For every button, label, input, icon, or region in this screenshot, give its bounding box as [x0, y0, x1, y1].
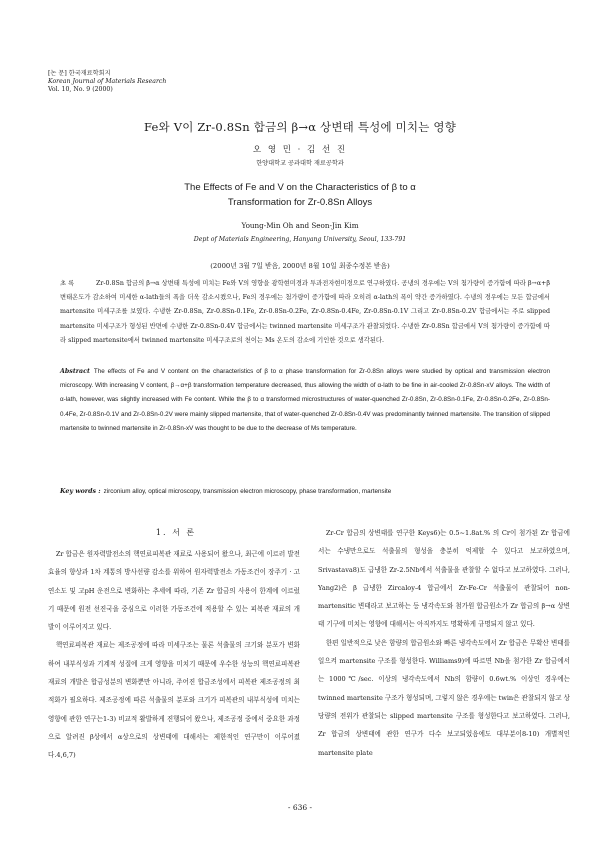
paragraph: 핵연료피복관 재료는 제조공정에 따라 미세구조는 물론 석출물의 크기와 분포가 변화하여 내부식성과 기계적 성질에 크게 영향을 미치기 때문에 우수한 성능의 핵연료피복관 재료의 개발은 합금성분의 변화뿐만 아니라, 주어진 합금조성에서 피복관 제조공정의 최적화가 필요하다. 제조공정에 따른 석출물의 분포와 크기가 피복관의 내부식성에 미치는 영향에 관한 연구는1-3) 비교적 활발하게 진행되어 왔으나, 제조공정 중에서 중요한 과정으로 알려진 β상에서 α상으로의 상변태에 대해서는 제한적인 연구만이 이루어졌다.4,6,7) [48, 641, 300, 760]
affiliation-kr: 한양대학교 공과대학 재료공학과 [256, 160, 344, 167]
authors-en: Young-Min Oh and Seon-Jin Kim [241, 221, 359, 230]
abstract-en-text: The effects of Fe and V content on the characteristics of β to α phase transformation for Zr-0.8Sn alloys were studied by optical and transmission electron microscopy. With increasing V content, β→α+β transformation temperature decreased, thus allowing the width of α-lath to be fine in air-cooled Zr-0.8Sn-xV alloys. The width of α-lath, however, was slightly increased with Fe content. While the β to α transformed microstructures of water-quenched Zr-0.8Sn, Zr-0.8Sn-0.1Fe, Zr-0.8Sn-0.2Fe, Zr-0.8Sn-0.4Fe, Zr-0.8Sn-0.1V and Zr-0.8Sn-0.2V were mainly slipped martensite, that of water-quenched Zr-0.8Sn-0.4V was predominantly twinned martensite. The transition of slipped martensite to twinned martensite in Zr-0.8Sn-xV was thought to be due to the decrease of Ms temperature. [60, 368, 550, 432]
journal-volume: Vol. 10, No. 9 (2000) [48, 86, 113, 93]
abstract-en-label: Abstract [60, 368, 90, 375]
journal-name-kr: [논 문] 한국재료학회지 [48, 70, 111, 77]
affiliation-en: Dept of Materials Engineering, Hanyang University, Seoul, 133-791 [193, 236, 407, 243]
paper-title-en-line2: Transformation for Zr-0.8Sn Alloys [227, 197, 373, 208]
journal-header [48, 70, 166, 94]
authors-kr: 오 영 민 · 김 선 진 [252, 145, 348, 155]
abstract-kr [60, 277, 550, 348]
keywords-label: Key words : [60, 488, 101, 495]
paragraph: 한편 일반적으로 낮은 함량의 합금원소와 빠른 냉각속도에서 Zr 합금은 무확산 변태를 일으켜 martensite 구조를 형성한다. Williams9)에 따르면 Nb을 첨가한 Zr 합금에서는 1000℃/sec. 이상의 냉각속도에서 Nb의 함량이 0.6wt.% 이상인 경우에는 twinned martensite 구조가 형성되며, 그렇지 않은 경우에는 twin은 관찰되지 않고 상당량의 전위가 관찰되는 slipped martensite 구조를 형성한다고 보고하였다. 그러나, Zr 합금의 상변태에 관한 연구가 다수 보고되었음에도 대부분이8-10) 개별적인 martensite plate [318, 638, 570, 757]
journal-name-en: Korean Journal of Materials Research [48, 78, 167, 85]
paragraph: Zr-Cr 합금의 상변태를 연구한 Keys6)는 0.5~1.8at.% 의 Cr이 첨가된 Zr 합금에서는 수냉만으로도 석출물의 형성을 충분히 억제할 수 있다고 보고하였으며, Srivastava8)도 급냉한 Zr-2.5Nb에서 석출물을 관찰할 수 없다고 보고하였다. 그러나, Yang2)은 β 급냉한 Zircaloy-4 합금에서 Zr-Fe-Cr 석출물이 관찰되어 non-martensitic 변태라고 보고하는 등 냉각속도와 첨가원 합금원소가 Zr 합금의 β→α 상변태 기구에 미치는 영향에 대해서는 아직까지도 명확하게 규명되지 않고 있다. [318, 529, 570, 629]
keywords-text: zirconium alloy, optical microscopy, transmission electron microscopy, phase transformation, martensite [103, 488, 392, 495]
abstract-kr-label: 초 록 [60, 280, 75, 287]
body-right-column [318, 524, 570, 762]
section-heading-introduction: 1. 서 론 [155, 528, 197, 537]
page-number: - 636 - [287, 803, 313, 812]
abstract-kr-text: Zr-0.8Sn 합금의 β→α 상변태 특성에 미치는 Fe와 V의 영향을 광학현미경과 투과전자현미경으로 연구하였다. 공냉의 경우에는 V의 첨가량이 증가함에 따라 β→α+β 변태온도가 감소하여 미세한 α-lath들의 폭을 더욱 감소시켰으나, Fe의 경우에는 첨가량이 증가함에 따라 오히려 α-lath의 폭이 약간 증가하였다. 수냉의 경우에는 모든 합금에서 martensite 미세구조를 보였다. 수냉한 Zr-0.8Sn, Zr-0.8Sn-0.1Fe, Zr-0.8Sn-0.2Fe, Zr-0.8Sn-0.4Fe, Zr-0.8Sn-0.1V 그리고 Zr-0.8Sn-0.2V 합금에서는 주로 slipped martensite 미세구조가 형성된 반면에 수냉한 Zr-0.8Sn-0.4V 합금에서는 twinned martensite 미세구조가 관찰되었다. 수냉한 Zr-0.8Sn 합금에서 V의 첨가량이 증가함에 따라 slipped martensite에서 twinned martensite 미세구조로의 천이는 Ms 온도의 감소에 기인한 것으로 생각된다. [60, 280, 550, 344]
paper-title-kr: Fe와 V이 Zr-0.8Sn 합금의 β→α 상변태 특성에 미치는 영향 [143, 120, 457, 134]
received-dates: (2000년 3월 7일 받음, 2000년 8월 10일 최종수정본 받음) [210, 262, 390, 270]
abstract-en [60, 365, 550, 436]
paper-title-en-line1: The Effects of Fe and V on the Characteristics of β to α [184, 182, 416, 193]
keywords [60, 488, 560, 495]
paragraph: Zr 합금은 원자력발전소의 핵연료피복관 재료로 사용되어 왔으나, 최근에 이르러 발전효율의 향상과 1차 계통의 방사선량 감소를 위하여 원자력발전소 가동조건이 장주기 · 고연소도 및 고pH 운전으로 변화하는 추세에 따라, 기존 Zr 합금의 사용이 한계에 이르렀기 때문에 원전 선진국을 중심으로 이러한 가동조건에 적용할 수 있는 피복관 재료의 개발이 이루어지고 있다. [48, 550, 300, 632]
body-left-column [48, 545, 300, 765]
